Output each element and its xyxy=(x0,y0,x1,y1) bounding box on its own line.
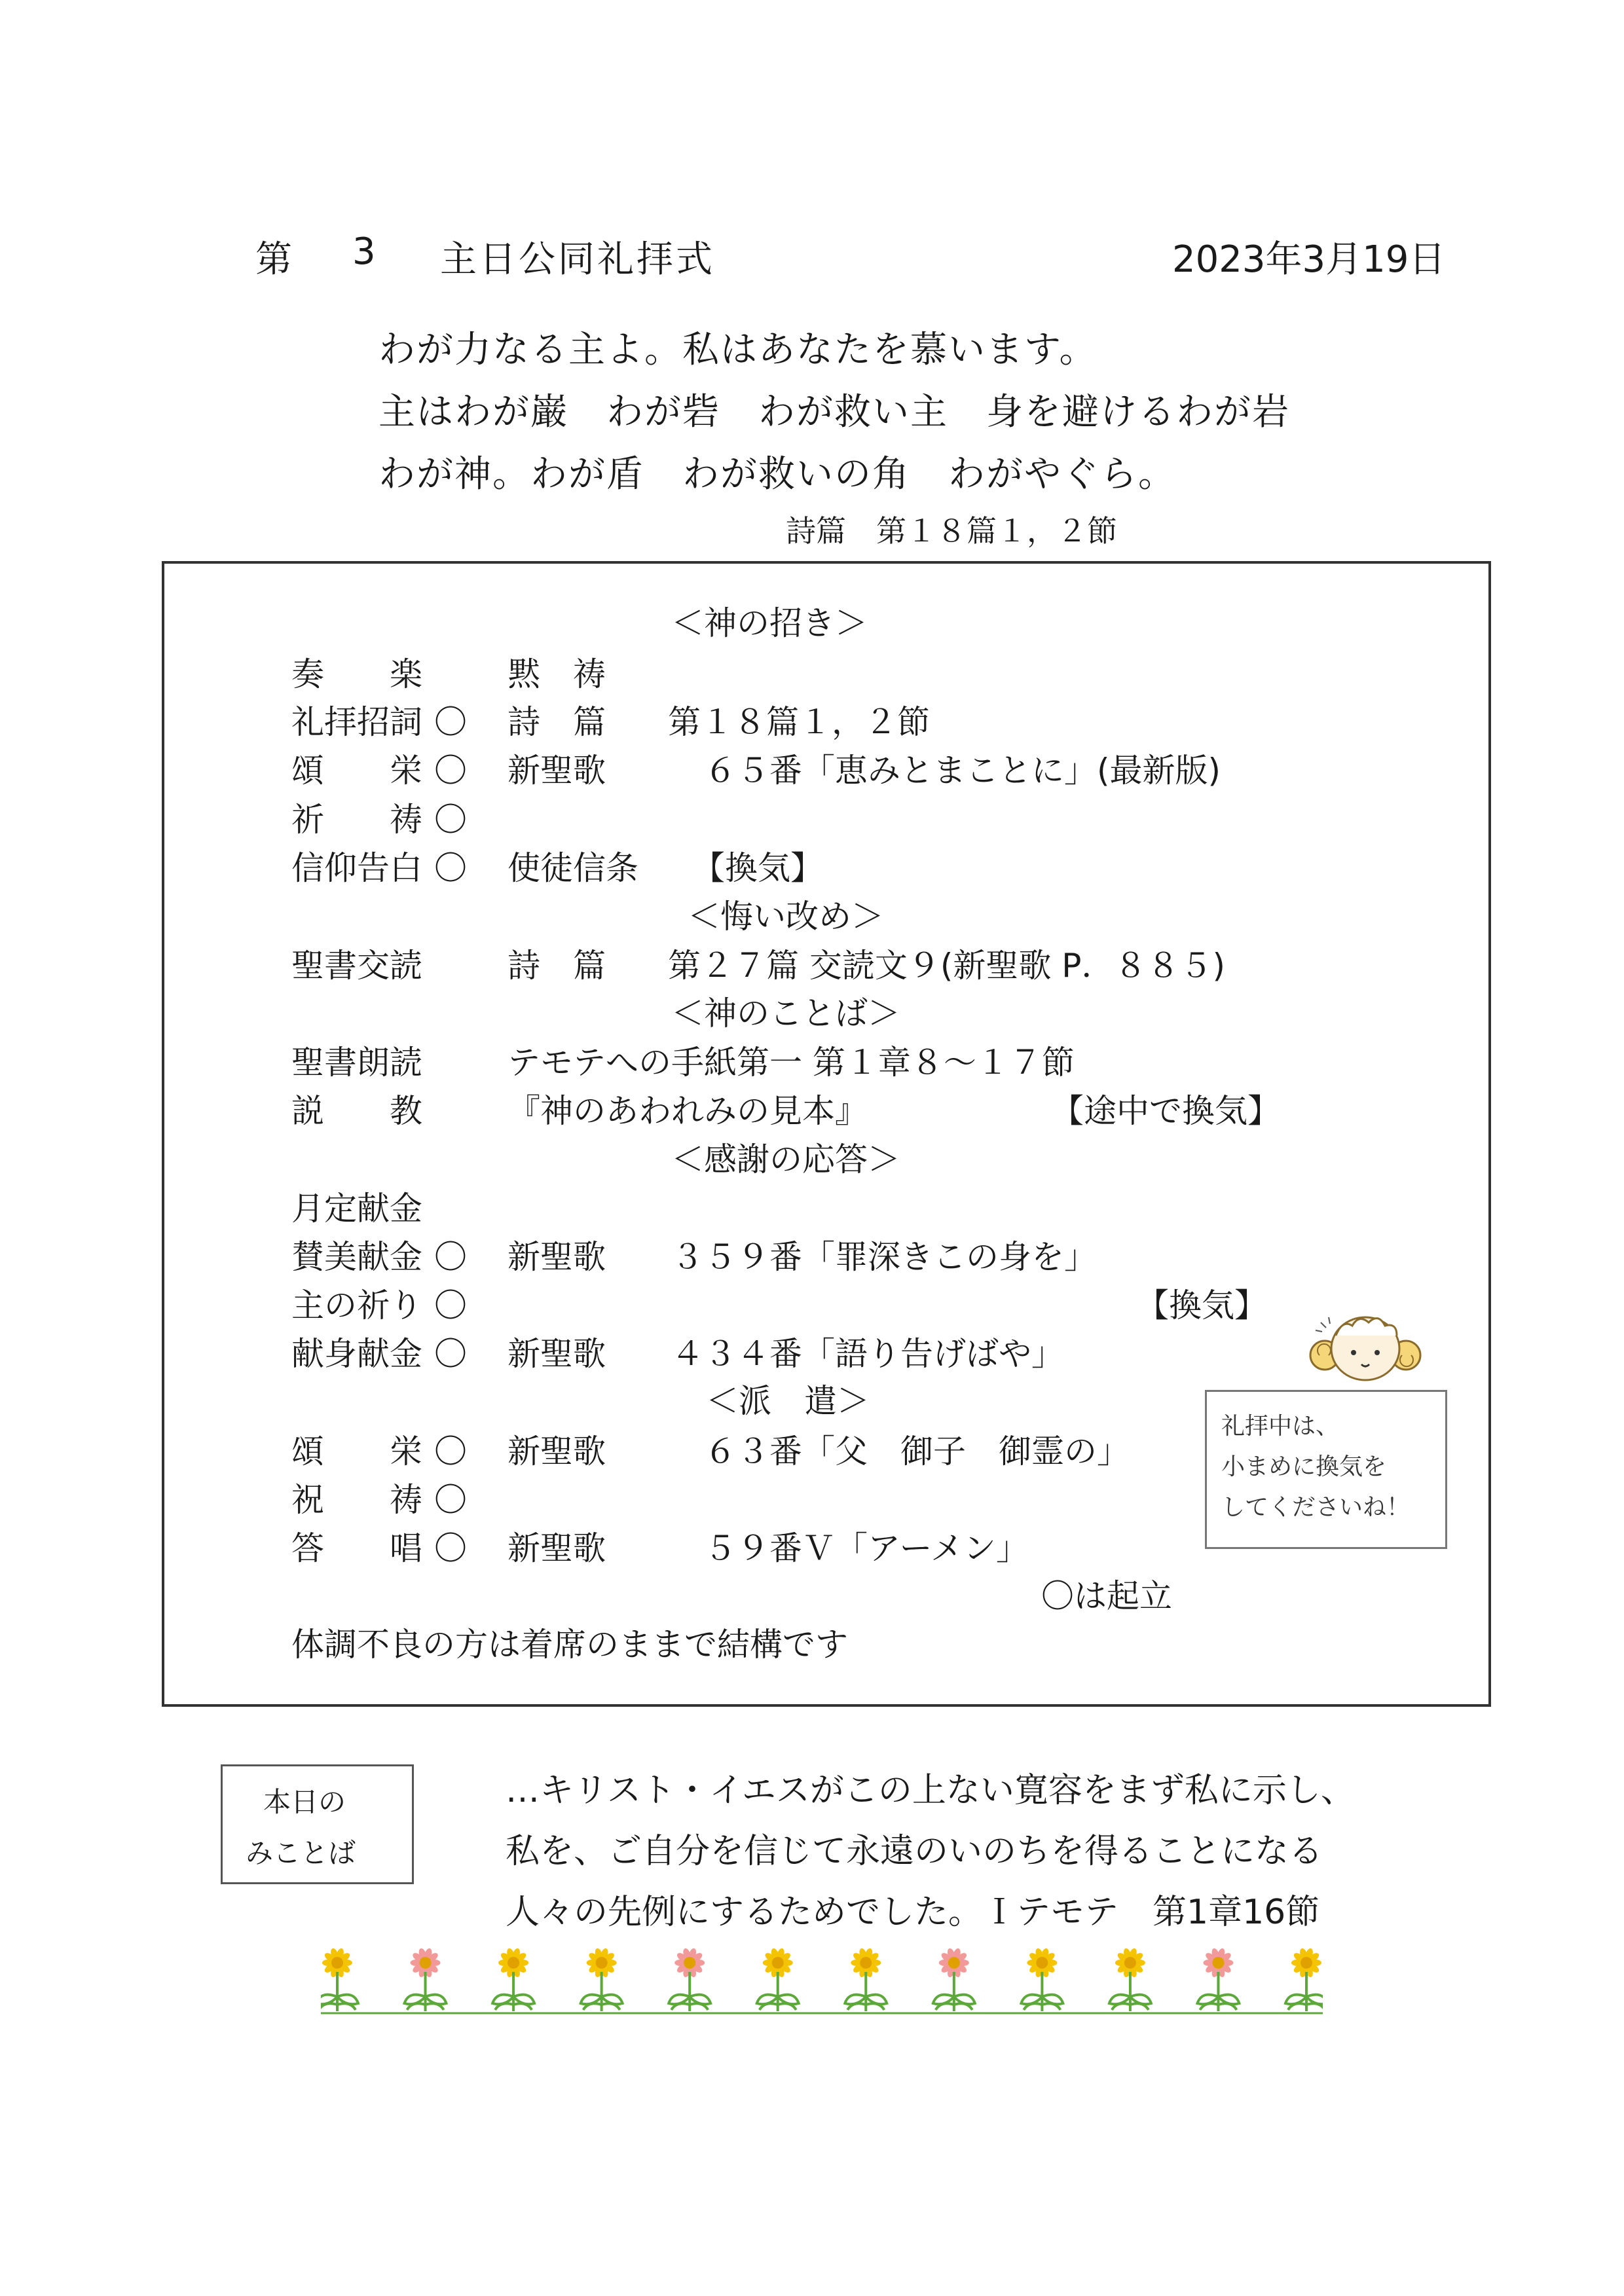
verse-line-2: 主はわが巌 わが砦 わが救い主 身を避けるわが岩 xyxy=(378,391,1290,433)
program-row xyxy=(291,939,1405,985)
row-detail: 第２７篇 交読文９(新聖歌 P．８８５) xyxy=(668,947,1225,985)
section-sending: ＜派 遣＞ xyxy=(706,1382,870,1420)
program-row xyxy=(291,1231,1405,1277)
row-label: 礼拝招詞 xyxy=(291,703,422,741)
row-label: 奏 楽 xyxy=(291,655,422,693)
program-row xyxy=(291,1182,1405,1228)
verse-line-1: わが力なる主よ。私はあなたを慕います。 xyxy=(378,329,1098,371)
row-kind: 詩 篇 xyxy=(507,947,606,985)
row-kind: 新聖歌 xyxy=(507,1529,606,1567)
standing-mark: 〇 xyxy=(434,1335,467,1373)
standing-mark: 〇 xyxy=(434,1529,467,1567)
service-number: 3 xyxy=(352,230,376,273)
flower-icon xyxy=(1109,1948,1151,2011)
row-detail: ４３４番「語り告げばや」 xyxy=(671,1335,1064,1373)
row-kind: 新聖歌 xyxy=(507,1335,606,1373)
flower-icon xyxy=(757,1948,799,2011)
program-row xyxy=(291,1085,1405,1131)
row-kind: 新聖歌 xyxy=(507,752,606,790)
standing-mark: 〇 xyxy=(434,1286,467,1324)
row-label: 説 教 xyxy=(291,1092,422,1130)
bubble-line-3: してくださいね！ xyxy=(1221,1494,1411,1521)
program-row xyxy=(291,1474,1208,1520)
standing-mark: 〇 xyxy=(434,1481,467,1519)
row-kind: 新聖歌 xyxy=(507,1238,606,1276)
flower-icon xyxy=(581,1948,623,2011)
flower-icon xyxy=(669,1948,710,2011)
program-row xyxy=(291,793,1405,839)
flower-icon xyxy=(321,1948,358,2011)
program-row xyxy=(291,696,1405,742)
flower-icon xyxy=(1021,1948,1063,2011)
row-detail: 【換気】 xyxy=(1136,1286,1267,1324)
page-title: 主日公同礼拝式 xyxy=(440,238,715,281)
verse-line-3: わが神。わが盾 わが救いの角 わがやぐら。 xyxy=(378,453,1176,496)
row-label: 信仰告白 xyxy=(291,849,422,887)
sermon-title: 『神のあわれみの見本』 xyxy=(507,1092,868,1130)
program-row xyxy=(291,842,1405,888)
row-kind: 新聖歌 xyxy=(507,1432,606,1470)
program-row xyxy=(291,1036,1405,1082)
standing-mark: 〇 xyxy=(434,1432,467,1470)
row-label: 主の祈り xyxy=(291,1286,422,1324)
row-label: 賛美献金 xyxy=(291,1238,422,1276)
row-kind: テモテへの手紙第一 第１章８～１７節 xyxy=(507,1044,1075,1082)
flower-icon xyxy=(1197,1948,1239,2011)
flower-icon xyxy=(845,1948,887,2011)
standing-mark: 〇 xyxy=(434,703,467,741)
program-row xyxy=(291,648,1405,694)
bubble-line-2: 小まめに換気を xyxy=(1221,1453,1387,1480)
row-label: 聖書朗読 xyxy=(291,1044,422,1082)
program-row xyxy=(291,1279,1405,1325)
section-invitation: ＜神の招き＞ xyxy=(671,604,868,642)
row-detail: ６５番「恵みとまことに」(最新版) xyxy=(704,752,1221,790)
service-date: 2023年3月19日 xyxy=(1172,238,1446,281)
todays-word-label-box xyxy=(221,1764,414,1884)
todays-word-label-line-2: みことば xyxy=(246,1837,356,1869)
standing-mark: 〇 xyxy=(434,849,467,887)
program-row xyxy=(291,1522,1208,1568)
ventilation-bubble xyxy=(1205,1390,1447,1549)
standing-mark: 〇 xyxy=(434,1238,467,1276)
scripture-line-1: …キリスト・イエスがこの上ない寛容をまず私に示し、 xyxy=(506,1771,1355,1810)
row-kind: 詩 篇 xyxy=(507,703,606,741)
flower-icon xyxy=(492,1948,534,2011)
row-label: 祝 祷 xyxy=(291,1481,422,1519)
program-row xyxy=(291,1328,1405,1374)
section-word: ＜神のことば＞ xyxy=(671,994,900,1032)
row-detail: ３５９番「罪深きこの身を」 xyxy=(671,1238,1097,1276)
row-label: 献身献金 xyxy=(291,1335,422,1373)
program-row xyxy=(291,1425,1208,1471)
health-note: 体調不良の方は着席のままで結構です xyxy=(291,1626,848,1664)
row-kind: 使徒信条 xyxy=(507,849,638,887)
flower-icon xyxy=(1285,1948,1323,2011)
section-repentance: ＜悔い改め＞ xyxy=(688,898,884,936)
row-label: 月定献金 xyxy=(291,1190,422,1228)
scripture-line-2: 私を、ご自分を信じて永遠のいのちを得ることになる xyxy=(506,1832,1323,1871)
row-detail: 第１８篇１，２節 xyxy=(668,703,930,741)
verse-reference: 詩篇 第１８篇１，２節 xyxy=(786,513,1117,549)
row-label: 聖書交読 xyxy=(291,947,422,985)
standing-note: 〇は起立 xyxy=(1041,1577,1172,1615)
bubble-line-1: 礼拝中は、 xyxy=(1221,1413,1340,1440)
flower-icon xyxy=(405,1948,447,2011)
row-detail: ６３番「父 御子 御霊の」 xyxy=(704,1432,1130,1470)
section-response: ＜感謝の応答＞ xyxy=(671,1140,900,1178)
flower-icon xyxy=(933,1948,975,2011)
row-detail: 【途中で換気】 xyxy=(1051,1092,1280,1130)
row-detail: 【換気】 xyxy=(692,849,823,887)
row-label: 頌 栄 xyxy=(291,1432,422,1470)
todays-word-label-line-1: 本日の xyxy=(263,1786,346,1818)
standing-mark: 〇 xyxy=(434,752,467,790)
standing-mark: 〇 xyxy=(434,801,467,839)
row-label: 答 唱 xyxy=(291,1529,422,1567)
program-row xyxy=(291,744,1405,790)
row-label: 頌 栄 xyxy=(291,752,422,790)
flower-border-icon xyxy=(321,1931,1323,2016)
service-number-prefix: 第 xyxy=(255,238,292,281)
scripture-line-3: 人々の先例にするためでした。Ｉテモテ 第1章16節 xyxy=(506,1893,1320,1932)
row-detail: ５９番Ｖ「アーメン」 xyxy=(704,1529,1029,1567)
row-kind: 黙 祷 xyxy=(507,655,606,693)
sheep-mascot-icon xyxy=(1306,1309,1424,1394)
row-label: 祈 祷 xyxy=(291,801,422,839)
